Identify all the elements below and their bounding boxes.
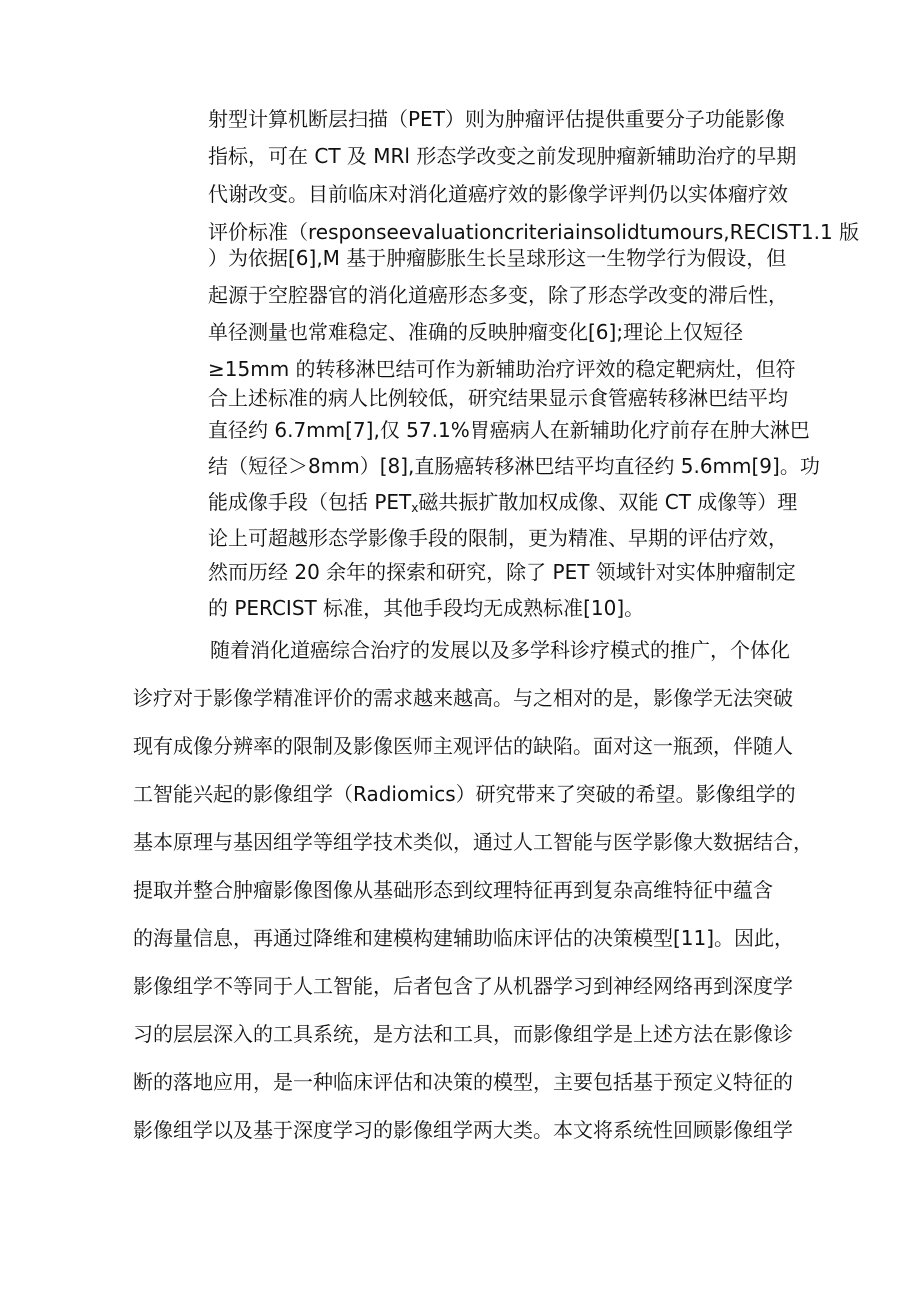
paragraph-line: 单径测量也常难稳定、准确的反映肿瘤变化[6];理论上仅短径 (208, 320, 744, 344)
line-segment: 能成像手段（包括 PET (208, 490, 412, 514)
paragraph-line: 断的落地应用，是一种临床评估和决策的模型，主要包括基于预定义特征的 (133, 1070, 793, 1094)
paragraph-line: 的 PERCIST 标准，其他手段均无成熟标准[10]。 (208, 596, 645, 620)
paragraph-line (208, 490, 797, 520)
line-segment: 磁共振扩散加权成像、双能 CT 成像等） (418, 490, 778, 514)
paragraph-line: ≥15mm 的转移淋巴结可作为新辅助治疗评效的稳定靶病灶，但符 (208, 357, 796, 381)
paragraph-line: 基本原理与基因组学等组学技术类似，通过人工智能与医学影像大数据结合， (133, 830, 813, 854)
subscript-text: x (411, 501, 419, 515)
paragraph-line: 诊疗对于影像学精准评价的需求越来越高。与之相对的是，影像学无法突破 (133, 686, 793, 710)
paragraph-line: 然而历经 20 余年的探索和研究，除了 PET 领域针对实体肿瘤制定 (208, 560, 796, 584)
paragraph-line: 影像组学不等同于人工智能，后者包含了从机器学习到神经网络再到深度学 (133, 974, 793, 998)
paragraph-line: 起源于空腔器官的消化道癌形态多变，除了形态学改变的滞后性， (208, 283, 788, 307)
paragraph-line: 随着消化道癌综合治疗的发展以及多学科诊疗模式的推广，个体化 (210, 638, 790, 662)
paragraph-line: 结（短径＞8mm）[8],直肠癌转移淋巴结平均直径约 5.6mm[9]。功 (208, 454, 820, 478)
paragraph-line: 代谢改变。目前临床对消化道癌疗效的影像学评判仍以实体瘤疗效 (208, 182, 788, 206)
paragraph-line: 射型计算机断层扫描（PET）则为肿瘤评估提供重要分子功能影像 (208, 107, 785, 131)
paragraph-line: 论上可超越形态学影像手段的限制，更为精准、早期的评估疗效， (208, 526, 788, 550)
paragraph-line: 提取并整合肿瘤影像图像从基础形态到纹理特征再到复杂高维特征中蕴含 (133, 878, 773, 902)
paragraph-line: 直径约 6.7mm[7],仅 57.1%胃癌病人在新辅助化疗前存在肿大淋巴 (208, 418, 810, 442)
paragraph-line: 影像组学以及基于深度学习的影像组学两大类。本文将系统性回顾影像组学 (133, 1118, 793, 1142)
paragraph-line: 工智能兴起的影像组学（Radiomics）研究带来了突破的希望。影像组学的 (133, 782, 796, 806)
line-segment: 理 (777, 490, 798, 514)
paragraph-line: ）为依据[6],M 基于肿瘤膨胀生长呈球形这一生物学行为假设，但 (208, 246, 787, 270)
paragraph-line: 合上述标准的病人比例较低，研究结果显示食管癌转移淋巴结平均 (208, 386, 788, 410)
paragraph-line: 的海量信息，再通过降维和建模构建辅助临床评估的决策模型[11]。因此， (133, 926, 795, 950)
paragraph-line: 评价标准（responseevaluationcriteriainsolidtumours,RECIST1.1 版 (208, 220, 860, 244)
paragraph-line: 指标，可在 CT 及 MRl 形态学改变之前发现肿瘤新辅助治疗的早期 (208, 144, 797, 168)
paragraph-line: 习的层层深入的工具系统，是方法和工具，而影像组学是上述方法在影像诊 (133, 1022, 793, 1046)
paragraph-line: 现有成像分辨率的限制及影像医师主观评估的缺陷。面对这一瓶颈，伴随人 (133, 734, 793, 758)
